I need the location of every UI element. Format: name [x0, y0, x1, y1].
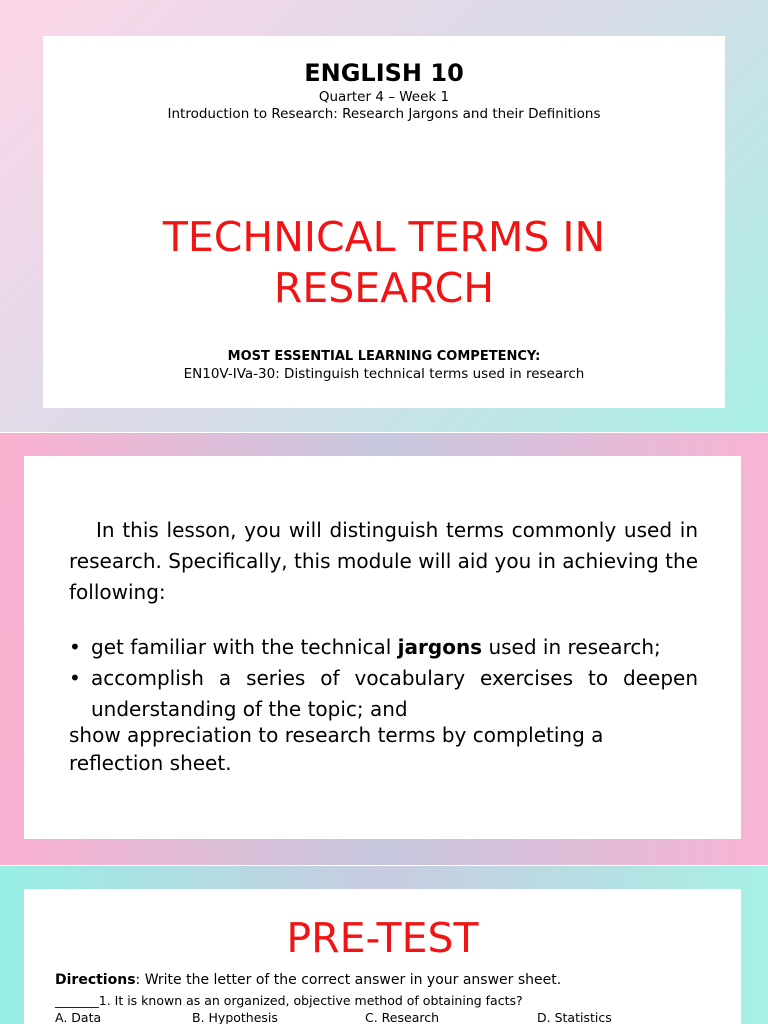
intro-paragraph: In this lesson, you will distinguish terms commonly used in research. Specifically, this module will aid you in achieving the following:	[69, 518, 698, 604]
list-item	[69, 632, 698, 663]
bullet-text-post: used in research;	[482, 635, 661, 659]
option-a: A. Data	[55, 1010, 102, 1024]
competency-label: MOST ESSENTIAL LEARNING COMPETENCY:	[227, 349, 541, 364]
directions	[55, 972, 561, 988]
directions-text: : Write the letter of the correct answer in your answer sheet.	[135, 972, 562, 988]
objectives-card	[24, 456, 741, 839]
bullet-icon: •	[69, 635, 81, 659]
lesson-subtitle: Introduction to Research: Research Jargons and their Definitions	[167, 106, 601, 122]
course-title: ENGLISH 10	[304, 59, 464, 87]
main-title-line-1: TECHNICAL TERMS IN	[162, 213, 606, 261]
objectives-body	[69, 515, 698, 777]
option-c: C. Research	[365, 1010, 440, 1024]
pretest-slide	[0, 866, 768, 1024]
objectives-slide	[0, 433, 768, 865]
bullet-text-pre: get familiar with the technical	[91, 635, 398, 659]
main-title	[43, 212, 725, 314]
list-item	[69, 663, 698, 725]
title-card	[43, 36, 725, 408]
question-1: _______1. It is known as an organized, objective method of obtaining facts?	[55, 993, 523, 1008]
pretest-card	[24, 889, 741, 1024]
pretest-title: PRE-TEST	[286, 914, 479, 962]
main-title-line-2: RESEARCH	[273, 264, 495, 312]
directions-label: Directions	[55, 972, 136, 988]
bullet-text-bold: jargons	[397, 635, 483, 659]
bullet-text: accomplish a series of vocabulary exercises to deepen understanding of the topic; and	[91, 666, 698, 721]
objectives-list	[69, 632, 698, 725]
quarter-week: Quarter 4 – Week 1	[318, 89, 450, 105]
competency-text: EN10V-IVa-30: Distinguish technical terms used in research	[183, 366, 585, 382]
option-b: B. Hypothesis	[192, 1010, 278, 1024]
option-d: D. Statistics	[537, 1010, 612, 1024]
title-slide	[0, 0, 768, 432]
closing-paragraph: show appreciation to research terms by completing a reflection sheet.	[69, 723, 604, 775]
bullet-icon: •	[69, 666, 81, 690]
